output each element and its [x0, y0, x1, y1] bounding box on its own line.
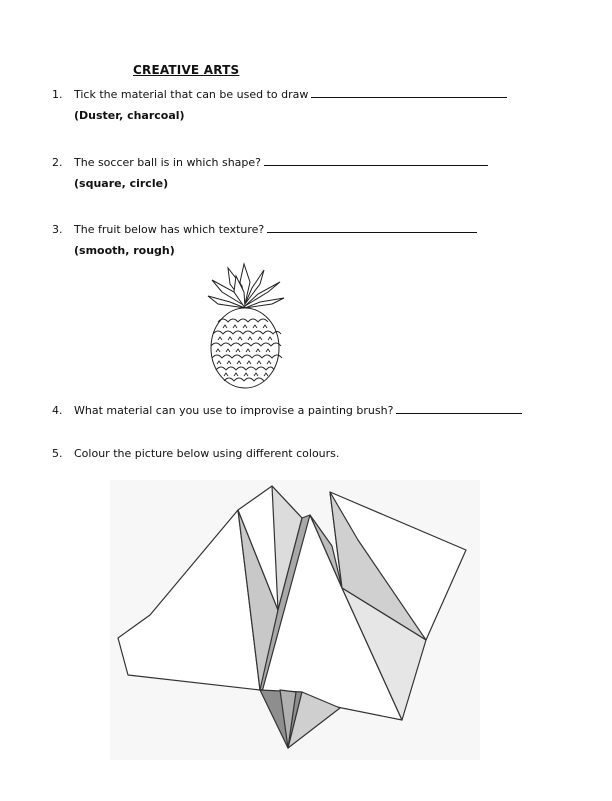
question-3-options: (smooth, rough) [74, 244, 175, 257]
question-1 [52, 86, 507, 102]
question-text: The fruit below has which texture? [74, 223, 265, 236]
question-text: Tick the material that can be used to draw [74, 88, 309, 101]
question-2-options: (square, circle) [74, 177, 169, 190]
answer-blank[interactable] [396, 402, 522, 414]
worksheet-title: CREATIVE ARTS [133, 63, 240, 77]
question-5 [52, 447, 339, 461]
question-number: 1. [52, 88, 63, 101]
question-3 [52, 221, 477, 237]
answer-blank[interactable] [264, 154, 488, 166]
question-text: Colour the picture below using different colours. [74, 447, 340, 460]
question-4 [52, 402, 522, 418]
question-number: 2. [52, 156, 63, 169]
question-1-options: (Duster, charcoal) [74, 109, 185, 122]
answer-blank[interactable] [267, 221, 477, 233]
fortune-teller-image[interactable] [110, 480, 480, 760]
question-number: 4. [52, 404, 63, 417]
question-number: 3. [52, 223, 63, 236]
question-text: The soccer ball is in which shape? [74, 156, 262, 169]
answer-blank[interactable] [311, 86, 507, 98]
pineapple-image [200, 262, 290, 390]
question-number: 5. [52, 447, 63, 460]
question-text: What material can you use to improvise a painting brush? [74, 404, 394, 417]
question-2 [52, 154, 488, 170]
